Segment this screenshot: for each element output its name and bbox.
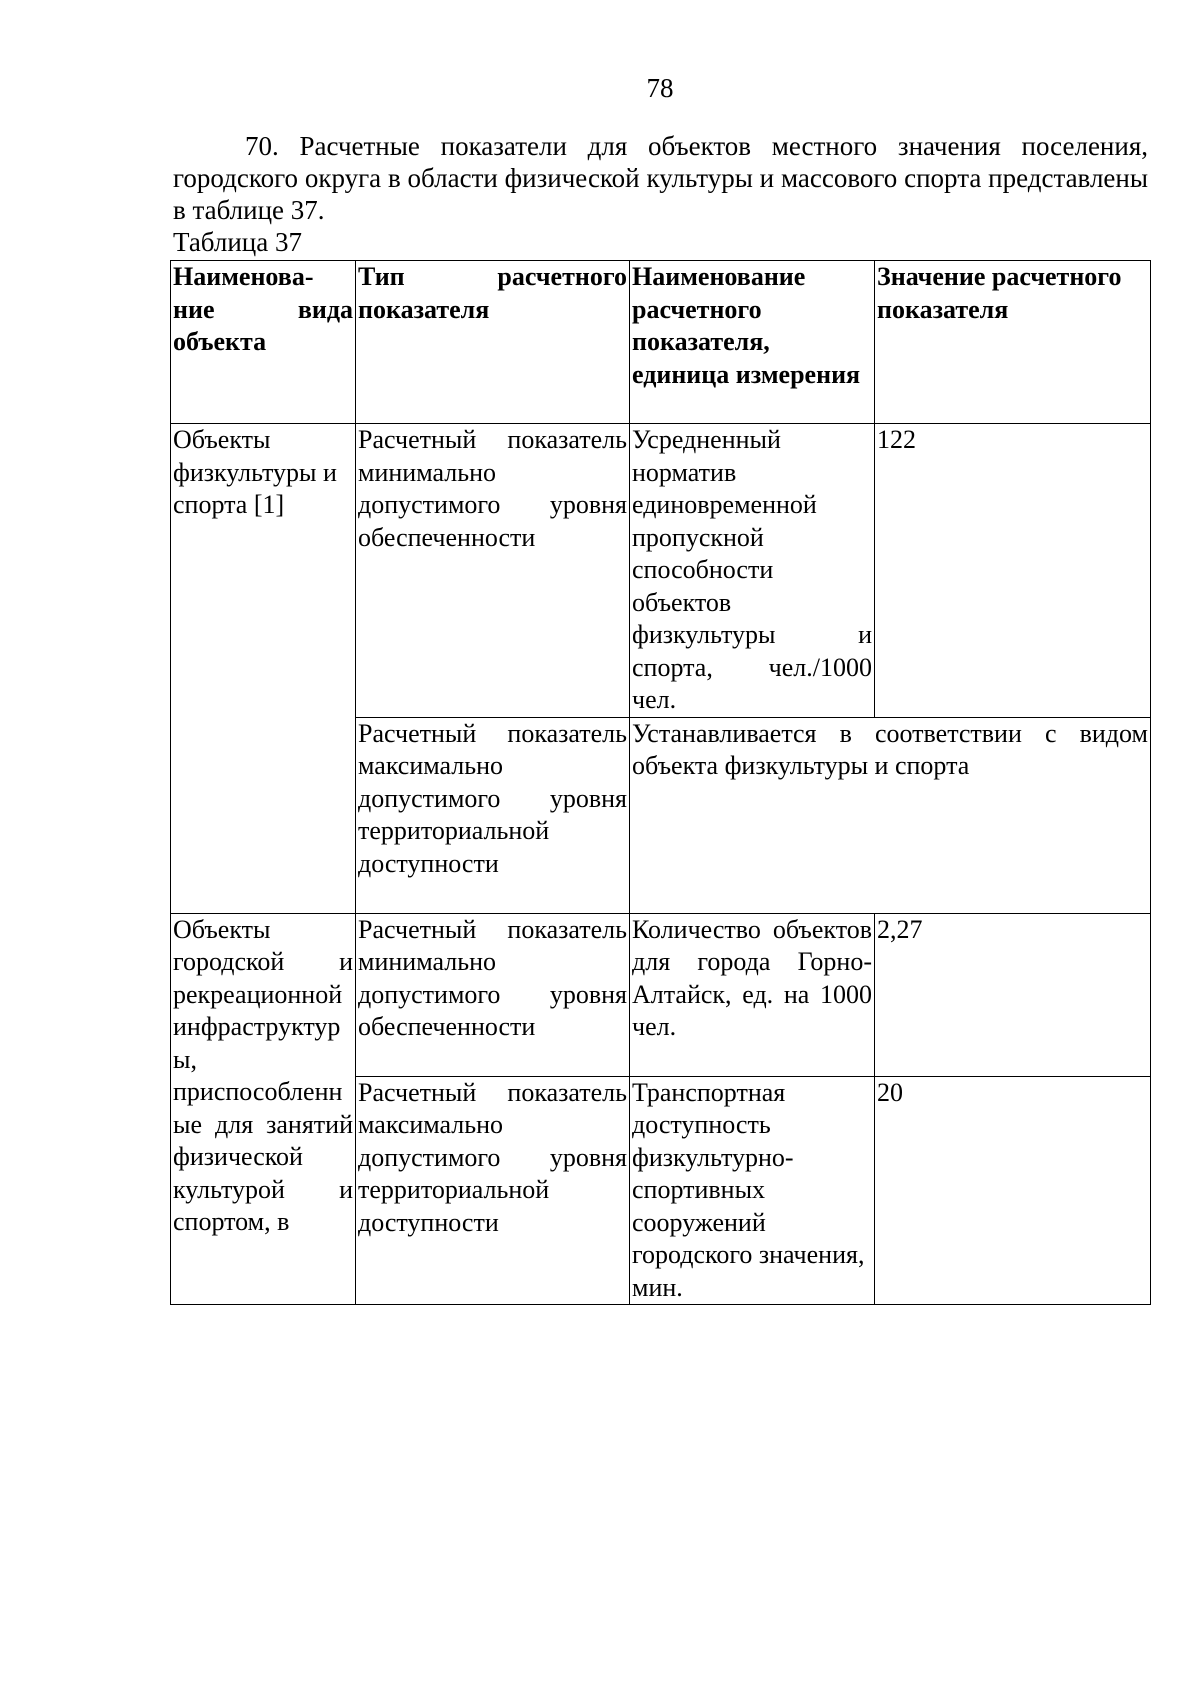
- page-number: 78: [646, 73, 674, 103]
- table-header-row: [171, 261, 1151, 424]
- merged-indicator-cell: Устанавливается в соответствии с видом объекта физкультуры и спорта: [630, 717, 1151, 913]
- header-indicator-name: Наименование расчетного показателя, единица измерения: [630, 261, 875, 424]
- indicator-type-cell: Расчетный показатель максимально допустимого уровня территориальной доступности: [356, 717, 630, 913]
- header-indicator-value: Значение расчетного показателя: [875, 261, 1151, 424]
- header-indicator-type: Тип расчетного показателя: [356, 261, 630, 424]
- indicator-type-cell: Расчетный показатель максимально допустимого уровня территориальной доступности: [356, 1076, 630, 1305]
- intro-paragraph: 70. Расчетные показатели для объектов местного значения поселения, городского округа в области физической культуры и массового спорта представлены в таблице 37.: [173, 131, 1148, 225]
- object-type-cell: Объекты городской и рекреационной инфраструктуры, приспособленные для занятий физической культурой и спортом, в: [171, 913, 356, 1305]
- indicator-name-cell: Усредненный норматив единовременной пропускной способности объектов физкультуры и спорта, чел./1000 чел.: [630, 424, 875, 718]
- indicator-value-cell: 122: [875, 424, 1151, 718]
- table-row: [171, 424, 1151, 718]
- indicators-table: [170, 260, 1151, 1305]
- header-object-type: Наименова-ние вида объекта: [171, 261, 356, 424]
- table-row: [171, 913, 1151, 1076]
- table-caption: Таблица 37: [173, 227, 302, 257]
- indicator-type-cell: Расчетный показатель минимально допустимого уровня обеспеченности: [356, 424, 630, 718]
- indicator-name-cell: Количество объектов для города Горно-Алтайск, ед. на 1000 чел.: [630, 913, 875, 1076]
- indicator-value-cell: 20: [875, 1076, 1151, 1305]
- indicator-value-cell: 2,27: [875, 913, 1151, 1076]
- indicator-type-cell: Расчетный показатель минимально допустимого уровня обеспеченности: [356, 913, 630, 1076]
- object-type-cell: Объекты физкультуры и спорта [1]: [171, 424, 356, 914]
- indicator-name-cell: Транспортная доступность физкультурно-спортивных сооружений городского значения, мин.: [630, 1076, 875, 1305]
